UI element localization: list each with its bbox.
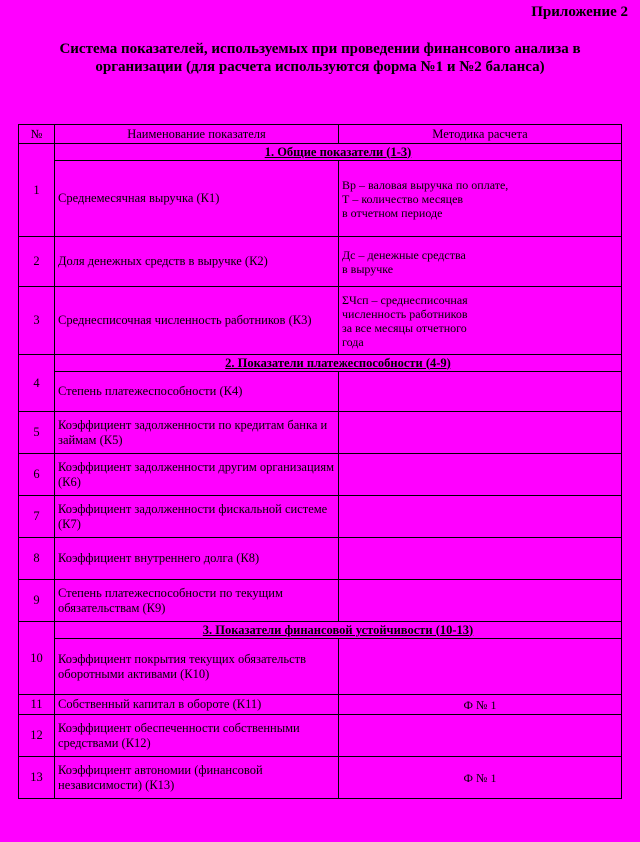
method-cell: Ф № 1 — [339, 757, 622, 799]
table-row — [19, 580, 622, 622]
table-row — [19, 695, 622, 715]
appendix-label: Приложение 2 — [531, 4, 628, 20]
method-cell: Ф № 1 — [339, 695, 622, 715]
section-title: 3. Показатели финансовой устойчивости (10-13) — [55, 622, 622, 639]
table-row — [19, 757, 622, 799]
row-number: 2 — [19, 237, 55, 287]
method-cell — [339, 639, 622, 695]
row-number: 6 — [19, 454, 55, 496]
row-number: 4 — [19, 355, 55, 412]
method-cell — [339, 372, 622, 412]
row-number: 5 — [19, 412, 55, 454]
row-number: 3 — [19, 287, 55, 355]
row-number: 10 — [19, 622, 55, 695]
indicator-name: Коэффициент внутреннего долга (К8) — [55, 538, 339, 580]
indicator-name: Собственный капитал в обороте (К11) — [55, 695, 339, 715]
column-header-name: Наименование показателя — [55, 125, 339, 144]
method-cell — [339, 454, 622, 496]
row-number: 13 — [19, 757, 55, 799]
table-row — [19, 496, 622, 538]
indicator-name: Среднемесячная выручка (К1) — [55, 161, 339, 237]
table-row — [19, 237, 622, 287]
method-cell — [339, 715, 622, 757]
table-header-row — [19, 125, 622, 144]
table-row — [19, 715, 622, 757]
indicator-name: Доля денежных средств в выручке (К2) — [55, 237, 339, 287]
indicator-name: Коэффициент покрытия текущих обязательств оборотными активами (К10) — [55, 639, 339, 695]
column-header-number: № — [19, 125, 55, 144]
row-number: 7 — [19, 496, 55, 538]
method-cell: Вр – валовая выручка по оплате, Т – количество месяцев в отчетном периоде — [339, 161, 622, 237]
table-row — [19, 639, 622, 695]
table-row — [19, 287, 622, 355]
method-cell — [339, 538, 622, 580]
indicators-table — [18, 124, 622, 799]
table-row — [19, 454, 622, 496]
method-cell: ΣЧсп – среднесписочная численность работников за все месяцы отчетного года — [339, 287, 622, 355]
document-title: Система показателей, используемых при проведении финансового анализа в организации (для расчета используются форма №1 и №2 баланса) — [59, 41, 581, 75]
indicator-name: Степень платежеспособности (К4) — [55, 372, 339, 412]
indicator-name: Коэффициент задолженности по кредитам банка и займам (К5) — [55, 412, 339, 454]
method-cell: Дс – денежные средства в выручке — [339, 237, 622, 287]
method-cell — [339, 496, 622, 538]
table-row — [19, 538, 622, 580]
indicator-name: Среднесписочная численность работников (К3) — [55, 287, 339, 355]
row-number: 11 — [19, 695, 55, 715]
indicator-name: Коэффициент задолженности фискальной системе (К7) — [55, 496, 339, 538]
indicator-name: Коэффициент автономии (финансовой независимости) (К13) — [55, 757, 339, 799]
section-title: 2. Показатели платежеспособности (4-9) — [55, 355, 622, 372]
table-row — [19, 622, 622, 639]
table-row — [19, 144, 622, 161]
table-row — [19, 161, 622, 237]
indicator-name: Степень платежеспособности по текущим обязательствам (К9) — [55, 580, 339, 622]
column-header-method: Методика расчета — [339, 125, 622, 144]
row-number: 8 — [19, 538, 55, 580]
method-cell — [339, 412, 622, 454]
row-number: 9 — [19, 580, 55, 622]
table-row — [19, 355, 622, 372]
section-title: 1. Общие показатели (1-3) — [55, 144, 622, 161]
indicator-name: Коэффициент задолженности другим организациям (К6) — [55, 454, 339, 496]
method-cell — [339, 580, 622, 622]
table-row — [19, 412, 622, 454]
row-number: 12 — [19, 715, 55, 757]
table-row — [19, 372, 622, 412]
row-number: 1 — [19, 144, 55, 237]
indicator-name: Коэффициент обеспеченности собственными средствами (К12) — [55, 715, 339, 757]
